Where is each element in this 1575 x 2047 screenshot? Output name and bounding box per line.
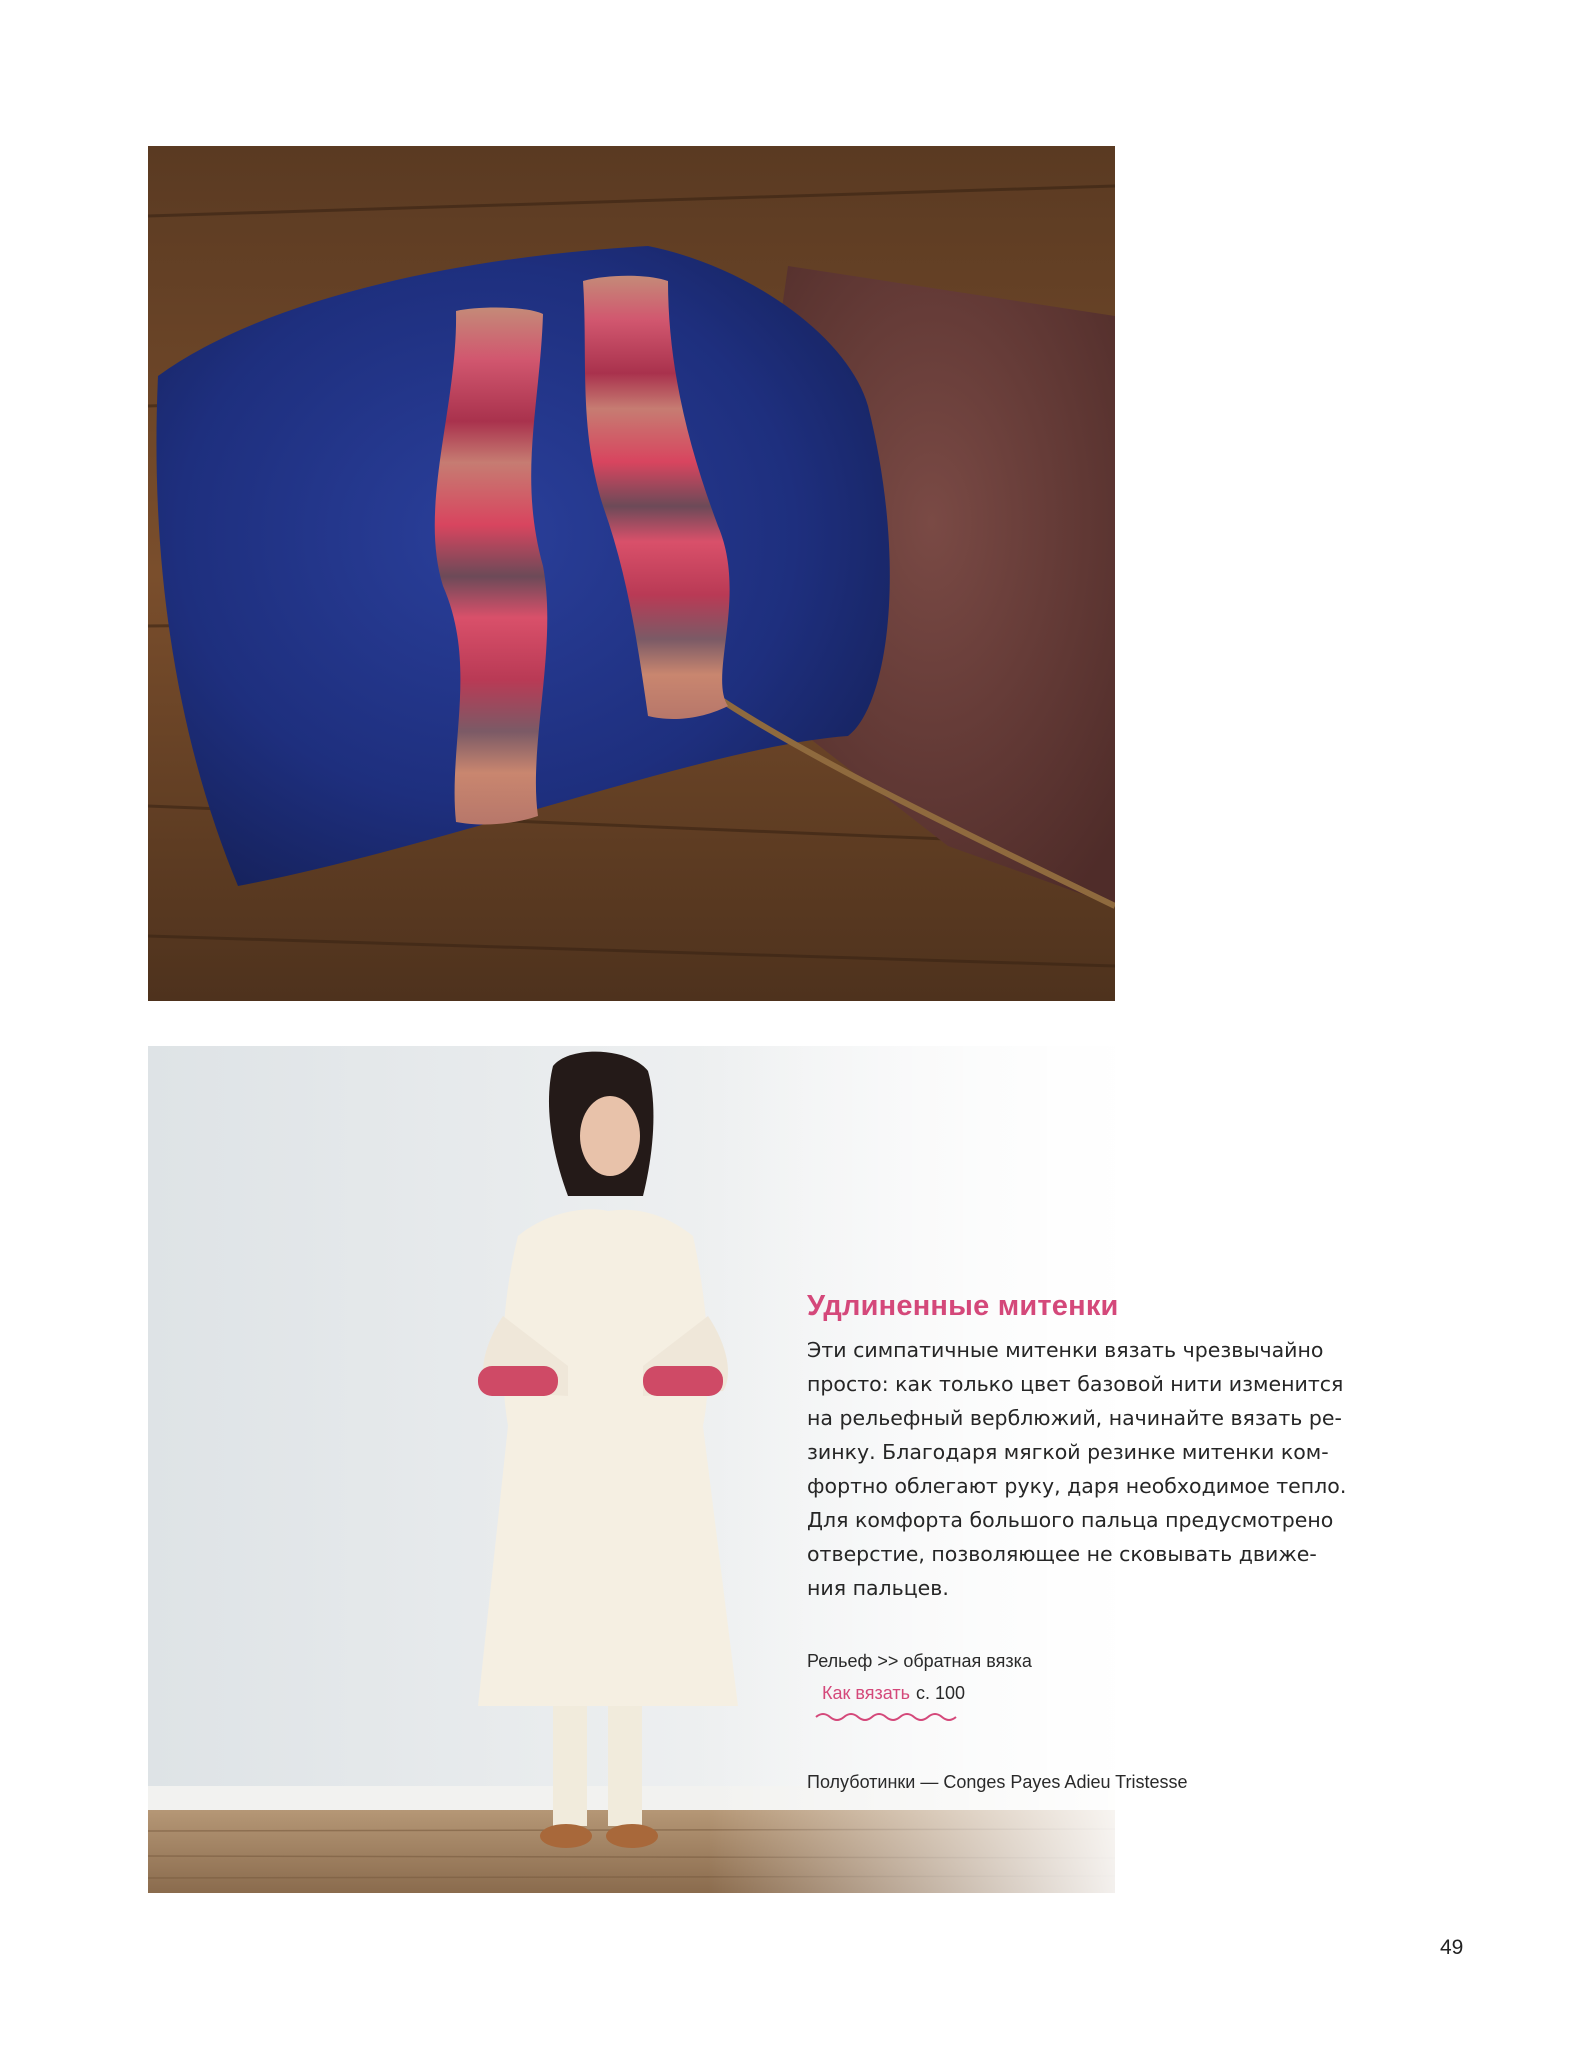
page-number: 49: [1440, 1936, 1464, 1959]
relief-pattern-line: Рельеф >> обратная вязка: [807, 1651, 1032, 1671]
wavy-underline-icon: [814, 1710, 964, 1724]
how-to-reference: [822, 1683, 965, 1704]
article-body: Эти симпатичные митенки вязать чрезвычайно просто: как только цвет базовой нити изменится на рельефный верблюжий, начинайте вязать ре- зинку. Благодаря мягкой резинке митенки ком- фортно облегают руку, даря необходимое тепло. Для комфорта большого пальца предусмотрено отверстие, позволяющее не сковывать движе- ния пальцев.: [807, 1338, 1347, 1600]
article-title: Удлиненные митенки: [807, 1290, 1119, 1322]
mitts-photo-illustration: [148, 146, 1115, 1001]
mitts-on-pillows-photo: [148, 146, 1115, 1001]
how-to-label: Как вязать: [822, 1683, 910, 1703]
how-to-page: с. 100: [915, 1683, 966, 1703]
article: [807, 1290, 1407, 1605]
shoes-credit: Полуботинки — Conges Payes Adieu Tristesse: [807, 1772, 1188, 1792]
